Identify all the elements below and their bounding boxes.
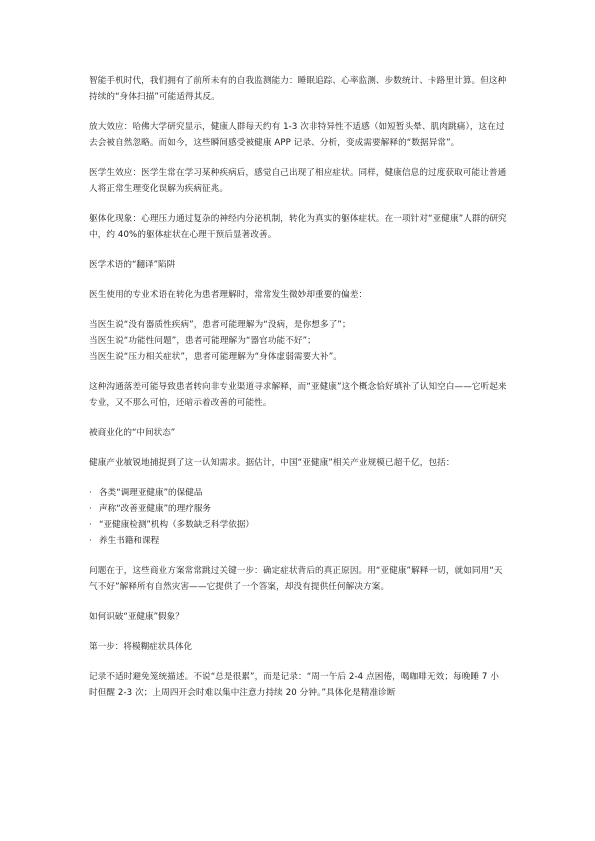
list-item	[89, 517, 507, 533]
industry-list	[89, 485, 507, 549]
paragraph-terminology: 医生使用的专业术语在转化为患者理解时，常常发生微妙却重要的偏差：	[89, 290, 368, 300]
bullet: ·	[89, 488, 92, 498]
quote-line: 当医生说“压力相关症状”，患者可能理解为“身体虚弱需要大补”。	[89, 352, 342, 362]
quote-group	[89, 317, 507, 365]
paragraph-industry: 健康产业敏锐地捕捉到了这一认知需求。据估计，中国“亚健康”相关产业规模已超千亿，包括：	[89, 458, 455, 468]
list-item-text: 养生书籍和课程	[99, 536, 160, 546]
section-heading-commercialized: 被商业化的“中间状态”	[89, 428, 176, 438]
paragraph-medical-student: 医学生效应：医学生常在学习某种疾病后，感觉自己出现了相应症状。同样，健康信息的过度获取可能让普通人将正常生理变化误解为疾病征兆。	[89, 168, 507, 194]
quote-line: 当医生说“功能性问题”，患者可能理解为“器官功能不好”；	[89, 336, 316, 346]
paragraph-amplification: 放大效应：哈佛大学研究显示，健康人群每天约有 1-3 次非特异性不适感（如短暂头晕、肌肉跳痛），这在过去会被自然忽略。而如今，这些瞬间感受被健康 APP 记录、分析，变成需要解释的“数据异常”。	[89, 122, 505, 148]
step-heading-one: 第一步：将模糊症状具体化	[89, 642, 193, 652]
bullet: ·	[89, 504, 92, 514]
bullet: ·	[89, 536, 92, 546]
list-item	[89, 533, 507, 549]
list-item	[89, 501, 507, 517]
quote-line: 当医生说“没有器质性疾病”，患者可能理解为“没病，是你想多了”；	[89, 320, 351, 330]
paragraph-intro: 智能手机时代，我们拥有了前所未有的自我监测能力：睡眠追踪、心率监测、步数统计、卡路里计算。但这种持续的“身体扫描”可能适得其反。	[89, 76, 507, 102]
paragraph-somatization: 躯体化现象：心理压力通过复杂的神经内分泌机制，转化为真实的躯体症状。在一项针对“亚健康”人群的研究中，约 40%的躯体症状在心理干预后显著改善。	[89, 214, 507, 240]
bullet: ·	[89, 520, 92, 530]
paragraph-problem: 问题在于，这些商业方案常常跳过关键一步：确定症状背后的真正原因。用“亚健康”解释一切，就如同用“天气不好”解释所有自然灾害——它提供了一个答案，却没有提供任何解决方案。	[89, 566, 503, 592]
section-heading-identify: 如何识破“亚健康”假象？	[89, 612, 184, 622]
paragraph-gap: 这种沟通落差可能导致患者转向非专业渠道寻求解释，而“亚健康”这个概念恰好填补了认知空白——它听起来专业，又不那么可怕，还暗示着改善的可能性。	[89, 382, 507, 408]
list-item-text: “亚健康检测”机构（多数缺乏科学依据）	[99, 520, 254, 530]
section-heading-terminology: 医学术语的“翻译”陷阱	[89, 260, 176, 270]
paragraph-step-one: 记录不适时避免笼统描述。不说“总是很累”，而是记录：“周一午后 2-4 点困倦，喝咖啡无效；每晚睡 7 小时但醒 2-3 次；上周四开会时难以集中注意力持续 20 分钟。”具体化是精准诊断	[89, 672, 500, 698]
list-item-text: 各类“调理亚健康”的保健品	[99, 488, 203, 498]
list-item	[89, 485, 507, 501]
list-item-text: 声称“改善亚健康”的理疗服务	[99, 504, 212, 514]
